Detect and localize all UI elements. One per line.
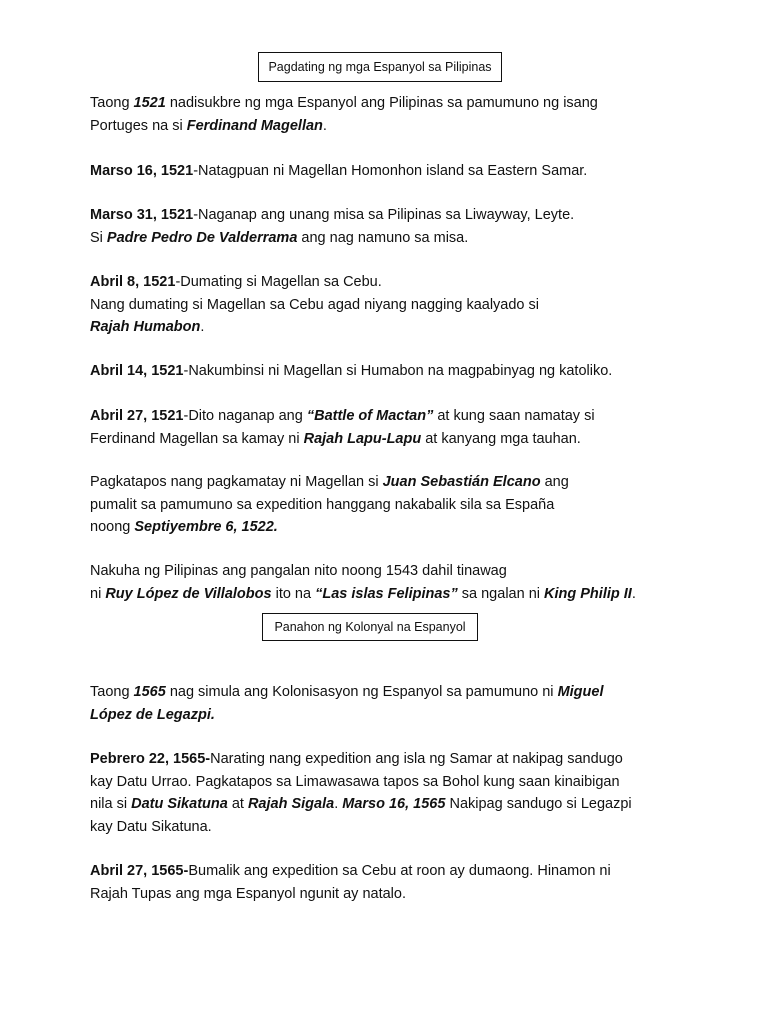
emphasized-text: “Las islas Felipinas” [315, 585, 458, 602]
emphasized-text: Rajah Humabon [90, 319, 201, 335]
paragraph [90, 360, 690, 383]
paragraph [90, 860, 690, 905]
text-run: nag simula ang Kolonisasyon ng Espanyol sa pamumuno ni [165, 684, 558, 700]
paragraph [90, 271, 690, 339]
emphasized-text: Datu Sikatuna [131, 796, 228, 812]
emphasized-text: Marso 16, 1565 [342, 796, 446, 812]
text-run: . [200, 319, 205, 335]
text-run: -Naganap ang unang misa sa Pilipinas sa Liwayway, Leyte. [193, 207, 575, 223]
text-run: Taong [90, 95, 134, 111]
emphasized-text: Ruy López de Villalobos [105, 585, 272, 602]
emphasized-text: Abril 8, 1521 [90, 274, 176, 290]
section-title-panahon: Panahon ng Kolonyal na Espanyol [262, 613, 478, 641]
emphasized-text: Marso 16, 1521 [90, 163, 194, 179]
emphasized-text: “Battle of Mactan” [306, 408, 434, 424]
text-line [90, 793, 690, 816]
text-line [90, 115, 690, 138]
text-line [90, 860, 690, 883]
text-run: -Dumating si Magellan sa Cebu. [175, 274, 382, 290]
emphasized-text: 1565 [133, 684, 166, 700]
text-line [90, 883, 690, 906]
text-line [90, 160, 690, 183]
emphasized-text: Rajah Lapu-Lapu [303, 430, 422, 447]
text-run: at kanyang mga tauhan. [421, 430, 581, 447]
text-run: Bumalik ang expedition sa Cebu at roon ay dumaong. Hinamon ni [188, 863, 611, 879]
text-run: -Natagpuan ni Magellan Homonhon island sa Eastern Samar. [193, 163, 588, 179]
text-run: noong [90, 519, 135, 535]
paragraph [90, 160, 690, 183]
emphasized-text: 1521 [133, 95, 166, 111]
text-line [90, 294, 690, 317]
text-run: Nakipag sandugo si Legazpi [445, 796, 632, 812]
text-run: ni [90, 585, 106, 602]
text-line [90, 516, 690, 539]
text-line [90, 204, 690, 227]
emphasized-text: Septiyembre 6, 1522. [134, 519, 278, 535]
text-run: ang nag namuno sa misa. [297, 229, 469, 246]
text-run: kay Datu Urrao. Pagkatapos sa Limawasawa tapos sa Bohol kung saan kinaibigan [90, 773, 620, 790]
emphasized-text: Juan Sebastián Elcano [382, 474, 541, 490]
text-run: nila si [90, 796, 132, 812]
emphasized-text: Miguel [557, 684, 604, 700]
paragraph [90, 405, 690, 450]
text-run: kay Datu Sikatuna. [90, 818, 212, 835]
text-line [90, 92, 690, 115]
text-line [90, 316, 690, 339]
text-run: ito na [271, 585, 316, 602]
emphasized-text: Pebrero 22, 1565- [90, 751, 211, 767]
text-line [90, 748, 690, 771]
paragraph [90, 681, 690, 726]
text-run: sa ngalan ni [457, 585, 545, 602]
text-run: Pagkatapos nang pagkamatay ni Magellan si [90, 474, 383, 490]
emphasized-text: López de Legazpi. [90, 706, 215, 723]
text-run: Nang dumating si Magellan sa Cebu agad niyang nagging kaalyado si [90, 296, 539, 313]
text-run: Narating nang expedition ang isla ng Samar at nakipag sandugo [210, 751, 623, 767]
emphasized-text: Abril 27, 1565- [90, 863, 189, 879]
paragraph [90, 471, 690, 539]
text-line [90, 560, 690, 583]
text-line [90, 583, 690, 606]
text-run: pumalit sa pamumuno sa expedition hanggang nakabalik sila sa España [90, 496, 555, 513]
text-line [90, 428, 690, 451]
text-run: Ferdinand Magellan sa kamay ni [90, 430, 304, 447]
text-run: . [322, 117, 327, 134]
emphasized-text: Abril 27, 1521 [90, 408, 184, 424]
text-line [90, 227, 690, 250]
text-run: Taong [90, 684, 134, 700]
text-run: . [334, 796, 343, 812]
text-line [90, 494, 690, 517]
text-run: nadisukbre ng mga Espanyol ang Pilipinas sa pamumuno ng isang [165, 95, 598, 111]
text-run: Nakuha ng Pilipinas ang pangalan nito noong 1543 dahil tinawag [90, 563, 507, 579]
text-line [90, 816, 690, 839]
text-run: -Nakumbinsi ni Magellan si Humabon na magpabinyag ng katoliko. [183, 363, 613, 379]
text-run: Si [90, 229, 107, 246]
section-title-pagdating: Pagdating ng mga Espanyol sa Pilipinas [258, 52, 502, 82]
text-line [90, 681, 690, 704]
paragraph [90, 204, 690, 249]
emphasized-text: Ferdinand Magellan [186, 117, 323, 134]
paragraph [90, 560, 690, 605]
emphasized-text: Rajah Sigala [247, 796, 335, 812]
text-run: ang [540, 474, 569, 490]
text-run: at [227, 796, 248, 812]
emphasized-text: Marso 31, 1521 [90, 207, 194, 223]
text-line [90, 704, 690, 727]
text-line [90, 360, 690, 383]
text-run: Portuges na si [90, 117, 187, 134]
text-run: Rajah Tupas ang mga Espanyol ngunit ay natalo. [90, 885, 406, 902]
emphasized-text: King Philip II [544, 585, 632, 602]
paragraph [90, 92, 690, 137]
text-line [90, 771, 690, 794]
emphasized-text: Padre Pedro De Valderrama [106, 229, 298, 246]
emphasized-text: Abril 14, 1521 [90, 363, 184, 379]
paragraph [90, 748, 690, 838]
text-line [90, 271, 690, 294]
text-run: at kung saan namatay si [433, 408, 595, 424]
text-run: . [631, 585, 636, 602]
text-run: -Dito naganap ang [183, 408, 307, 424]
text-line [90, 405, 690, 428]
text-line [90, 471, 690, 494]
